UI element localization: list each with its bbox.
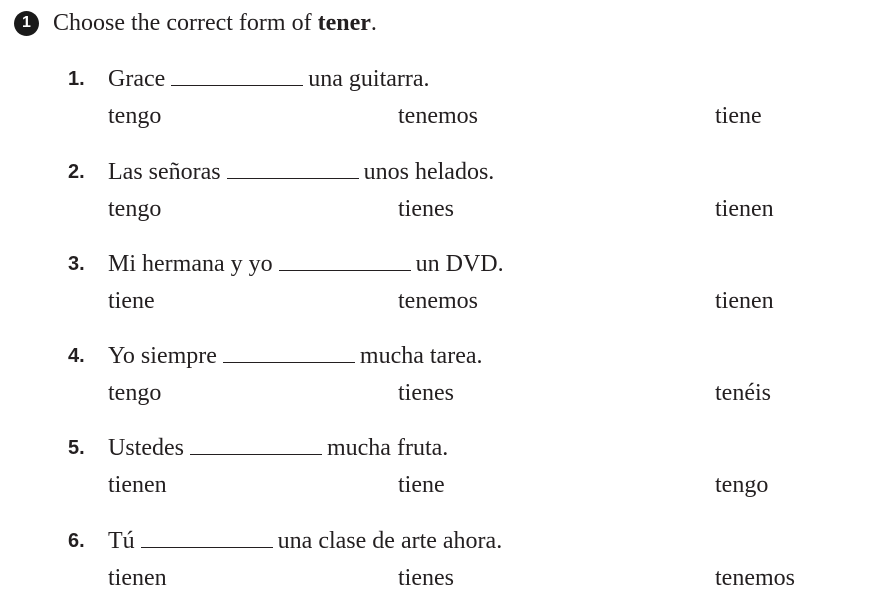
question-sentence	[108, 157, 494, 187]
sentence-end: una clase de arte ahora.	[277, 528, 503, 554]
option-b[interactable]: tienes	[398, 380, 454, 406]
question-sentence	[108, 341, 483, 371]
exercise-number-badge	[14, 11, 39, 36]
question-number: 3.	[68, 253, 85, 275]
option-a[interactable]: tengo	[108, 196, 162, 222]
question-sentence	[108, 249, 504, 279]
instruction-verb: tener	[317, 9, 371, 36]
option-c[interactable]: tengo	[715, 472, 769, 498]
question-item-3	[0, 249, 888, 329]
question-number: 5.	[68, 437, 85, 459]
question-item-4	[0, 341, 888, 421]
option-a[interactable]: tiene	[108, 288, 155, 314]
option-c[interactable]: tienen	[715, 196, 774, 222]
sentence-start: Yo siempre	[108, 343, 217, 369]
instruction-period: .	[370, 9, 377, 36]
exercise-header	[14, 8, 377, 38]
question-sentence	[108, 433, 448, 463]
sentence-end: mucha tarea.	[359, 343, 483, 369]
sentence-start: Mi hermana y yo	[108, 251, 273, 277]
question-number: 2.	[68, 161, 85, 183]
option-b[interactable]: tenemos	[398, 103, 478, 129]
answer-blank[interactable]	[279, 250, 411, 271]
question-item-2	[0, 157, 888, 237]
option-a[interactable]: tengo	[108, 380, 162, 406]
question-number: 4.	[68, 345, 85, 367]
sentence-end: unos helados.	[363, 159, 495, 185]
question-item-1	[0, 64, 888, 144]
answer-blank[interactable]	[227, 158, 359, 179]
sentence-end: mucha fruta.	[326, 435, 449, 461]
option-b[interactable]: tienes	[398, 565, 454, 591]
answer-blank[interactable]	[171, 65, 303, 86]
answer-blank[interactable]	[141, 527, 273, 548]
sentence-start: Ustedes	[108, 435, 184, 461]
question-sentence	[108, 64, 430, 94]
sentence-start: Las señoras	[108, 159, 221, 185]
exercise-number: 1	[22, 14, 31, 31]
option-b[interactable]: tiene	[398, 472, 445, 498]
answer-blank[interactable]	[190, 434, 322, 455]
question-sentence	[108, 526, 502, 556]
sentence-end: un DVD.	[415, 251, 504, 277]
option-a[interactable]: tienen	[108, 472, 167, 498]
option-b[interactable]: tenemos	[398, 288, 478, 314]
option-a[interactable]: tienen	[108, 565, 167, 591]
sentence-start: Grace	[108, 66, 166, 92]
answer-blank[interactable]	[223, 342, 355, 363]
question-item-5	[0, 433, 888, 513]
option-c[interactable]: tienen	[715, 288, 774, 314]
option-c[interactable]: tenemos	[715, 565, 795, 591]
instruction-text: Choose the correct form of	[53, 9, 318, 36]
question-number: 6.	[68, 530, 85, 552]
question-number: 1.	[68, 68, 85, 90]
exercise-instruction	[53, 10, 377, 37]
sentence-start: Tú	[108, 528, 135, 554]
option-b[interactable]: tienes	[398, 196, 454, 222]
sentence-end: una guitarra.	[308, 66, 430, 92]
option-c[interactable]: tiene	[715, 103, 762, 129]
option-a[interactable]: tengo	[108, 103, 162, 129]
question-item-6	[0, 526, 888, 606]
option-c[interactable]: tenéis	[715, 380, 771, 406]
